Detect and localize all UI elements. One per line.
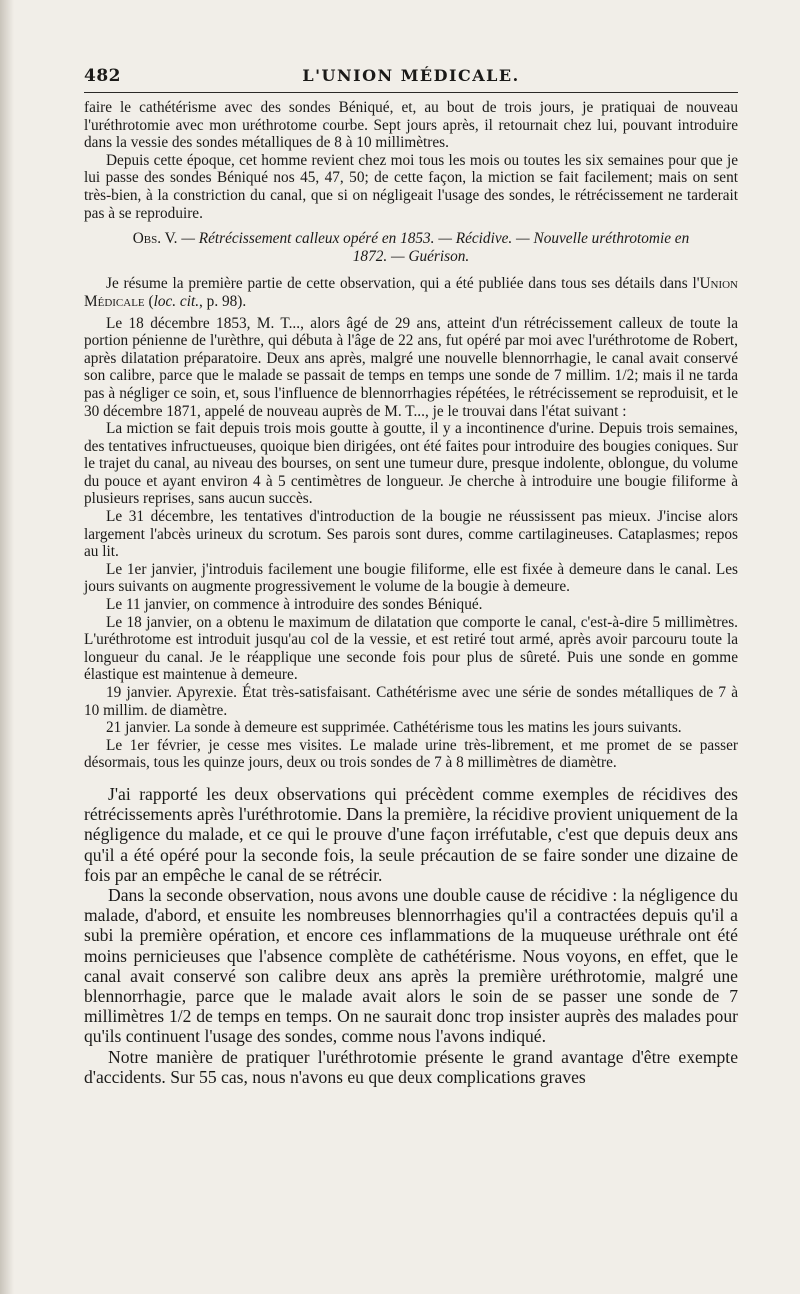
case-continuation (84, 99, 738, 222)
journal-name: Union Médicale (84, 275, 738, 310)
observation-body (84, 275, 738, 772)
running-title: L'UNION MÉDICALE. (302, 66, 520, 85)
paragraph: Le 11 janvier, on commence à introduire des sondes Béniqué. (106, 596, 483, 614)
paragraph: J'ai rapporté les deux observations qui précèdent comme exemples de récidives des rétrécissements après l'uréthrotomie. Dans la première, la récidive provient uniquement de la négligence du malade, et ce qui le prouve d'une façon irréfutable, c'est que depuis deux ans qu'il a été opéré pour la seconde fois, la seule précaution de se faire sonder une dizaine de fois par an empêche le canal de se rétrécir. (84, 783, 738, 885)
paragraph: Le 1er janvier, j'introduis facilement une bougie filiforme, elle est fixée à demeure dans le canal. Les jours suivants on augmente progressivement le volume de la bougie à demeure. (84, 560, 738, 596)
paragraph: 21 janvier. La sonde à demeure est supprimée. Cathétérisme tous les matins les jours suivants. (106, 719, 682, 737)
paragraph: Le 1er février, je cesse mes visites. Le malade urine très-librement, et me promet de se passer désormais, tous les quinze jours, deux ou trois sondes de 7 à 8 millimètres de diamètre. (84, 736, 738, 772)
paragraph: Le 31 décembre, les tentatives d'introduction de la bougie ne réussissent pas mieux. J'incise alors largement l'abcès urineux du scrotum. Ses parois sont dures, comme cartilagineuses. Cataplasmes; repos au lit. (84, 508, 738, 561)
paren-open: ( (144, 292, 154, 310)
intro-text: Je résume la première partie de cette observation, qui a été publiée dans tous ses détails dans l' (106, 275, 700, 293)
discussion (84, 784, 738, 1087)
citation-page: , p. 98). (199, 292, 247, 310)
paragraph: Notre manière de pratiquer l'uréthrotomie présente le grand avantage d'être exempte d'accidents. Sur 55 cas, nous n'avons eu que deux complications graves (84, 1046, 738, 1087)
observation-title-line1: — Rétrécissement calleux opéré en 1853. — Récidive. — Nouvelle uréthrotomie en (181, 230, 690, 248)
paragraph: La miction se fait depuis trois mois goutte à goutte, il y a incontinence d'urine. Depuis trois semaines, des tentatives infructueuses, quoique bien dirigées, ont été faites pour introduire des bougies coniques. Sur le trajet du canal, au niveau des bourses, on sent une tumeur dure, presque indolente, oblongue, du volume du pouce et ayant environ 4 à 5 centimètres de longueur. Je cherche à introduire une bougie filiforme à plusieurs reprises, sans aucun succès. (84, 420, 738, 508)
observation-title-line2: 1872. — Guérison. (352, 247, 470, 265)
paragraph: 19 janvier. Apyrexie. État très-satisfaisant. Cathétérisme avec une série de sondes métalliques de 7 à 10 millim. de diamètre. (84, 684, 738, 719)
page-body (84, 99, 738, 1087)
page-header (84, 62, 738, 93)
paragraph: faire le cathétérisme avec des sondes Béniqué, et, au bout de trois jours, je pratiquai de nouveau l'uréthrotomie avec mon uréthrotome courbe. Sept jours après, il retournait chez lui, pouvant introduire dans la vessie des sondes métalliques de 8 à 10 millimètres. (84, 99, 738, 152)
observation-number: Obs. V. (132, 230, 178, 248)
paragraph: Le 18 janvier, on a obtenu le maximum de dilatation que comporte le canal, c'est-à-dire 5 millimètres. L'uréthrotome est introduit jusqu'au col de la vessie, et est retiré tout armé, après avoir parcouru toute la longueur du canal. Je le réapplique une seconde fois pour plus de sûreté. Puis une sonde en gomme élastique est maintenue à demeure. (84, 613, 738, 684)
paragraph: Dans la seconde observation, nous avons une double cause de récidive : la négligence du malade, d'abord, et ensuite les nombreuses blennorrhagies qu'il a contractées depuis qu'il a subi la première opération, et encore ces inflammations de la muqueuse uréthrale ont été moins pernicieuses que l'absence complète de cathétérisme. Nous voyons, en effet, que le canal avait conservé son calibre deux ans après la première uréthrotomie, malgré une blennorrhagie, parce que le malade avait alors le soin de se passer une sonde de 7 millimètres 1/2 de temps en temps. On ne saurait donc trop insister auprès des malades pour qu'ils continuent l'usage des sondes, comme nous l'avons indiqué. (84, 884, 738, 1047)
citation: loc. cit. (153, 292, 200, 310)
paragraph: Le 18 décembre 1853, M. T..., alors âgé de 29 ans, atteint d'un rétrécissement calleux de toute la portion pénienne de l'urèthre, qui débuta à l'âge de 22 ans, fut opéré par moi avec l'uréthrotome de Robert, après dilatation préparatoire. Deux ans après, malgré une nouvelle blennorrhagie, le canal avait conservé son calibre, parce que le malade se passait de temps en temps une sonde de 7 millim. 1/2; mais il ne tarda pas à négliger ce soin, et, sous l'influence de blennorrhagies répétées, le rétrécissement se reproduisit, et le 30 décembre 1871, appelé de nouveau auprès de M. T..., je le trouvai dans l'état suivant : (84, 314, 738, 420)
observation-heading (84, 230, 738, 265)
paragraph: Depuis cette époque, cet homme revient chez moi tous les mois ou toutes les six semaines pour que je lui passe des sondes Béniqué nos 45, 47, 50; de cette façon, la miction se fait facilement; mais on sent très-bien, à la constriction du canal, que si on négligeait l'usage des sondes, le rétrécissement ne tarderait pas à se reproduire. (84, 151, 738, 222)
page-number: 482 (84, 66, 121, 86)
intro-paragraph (84, 275, 738, 310)
